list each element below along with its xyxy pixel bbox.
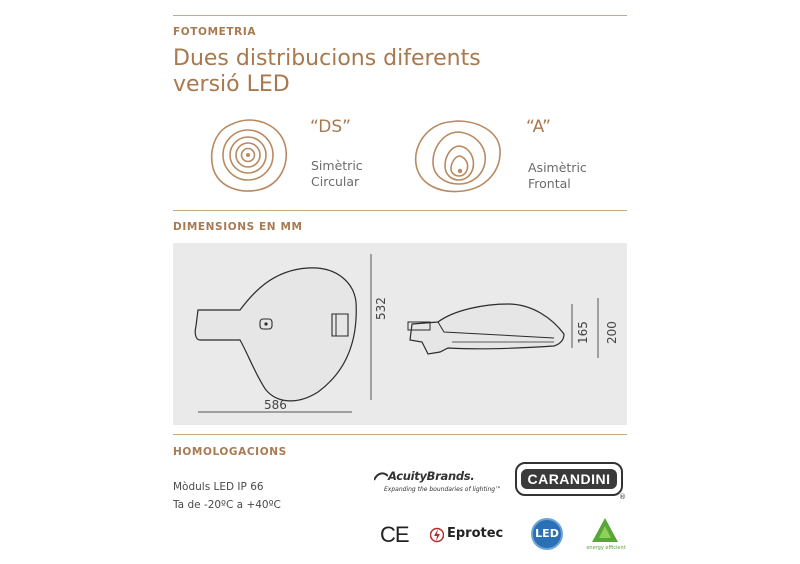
luminaire-top-view (188, 250, 388, 420)
approvals-line-2: Ta de -20ºC a +40ºC (173, 499, 281, 511)
registered-mark-icon: ® (619, 493, 626, 501)
eprotec-name: Eprotec (447, 526, 504, 541)
ce-mark-logo: CE (380, 522, 409, 547)
dimensions-rule (173, 210, 627, 211)
asymmetric-frontal-icon (413, 118, 503, 194)
approvals-line-1: Mòduls LED IP 66 (173, 481, 264, 493)
acuity-brands-logo (374, 469, 514, 497)
distribution-label-ds (311, 158, 363, 190)
distribution-ds-line-1: Simètric (311, 158, 363, 173)
energy-efficient-leaf-icon (590, 516, 620, 544)
acuity-swoosh-icon (374, 472, 388, 482)
carandini-logo (515, 462, 623, 496)
section-title-dimensions: DIMENSIONS EN MM (173, 221, 303, 233)
acuity-brands-name: AcuityBrands. (388, 469, 475, 483)
distribution-code-ds: “DS” (310, 117, 351, 137)
dimension-side-165-label: 165 (576, 321, 590, 344)
dimension-width-label: 586 (264, 398, 287, 412)
distribution-code-a: “A” (526, 117, 551, 137)
energy-efficient-label: energy efficient (586, 545, 626, 551)
dimension-side-200-label: 200 (605, 321, 619, 344)
symmetric-circular-icon (208, 116, 290, 194)
page-headline (173, 46, 481, 98)
headline-line-1: Dues distribucions diferents (173, 46, 481, 71)
eprotec-bolt-icon (430, 527, 444, 543)
top-rule (173, 15, 627, 16)
section-title-approvals: HOMOLOGACIONS (173, 446, 287, 458)
led-badge-logo (531, 518, 563, 550)
eprotec-logo (430, 526, 520, 546)
luminaire-side-view (404, 296, 576, 366)
approvals-rule (173, 434, 627, 435)
energy-efficient-logo (586, 516, 626, 556)
led-badge-text: LED (535, 527, 559, 540)
headline-line-2: versió LED (173, 72, 290, 97)
distribution-a-line-1: Asimètric (528, 160, 587, 175)
distribution-label-a (528, 160, 587, 192)
carandini-logo-text: CARANDINI (521, 469, 617, 489)
distribution-ds-line-2: Circular (311, 174, 360, 189)
distribution-a-line-2: Frontal (528, 176, 571, 191)
acuity-brands-tagline: Expanding the boundaries of lighting™ (384, 486, 502, 493)
section-title-photometry: FOTOMETRIA (173, 26, 257, 38)
height-dimension-line (368, 254, 374, 400)
dimension-height-label: 532 (374, 297, 388, 320)
